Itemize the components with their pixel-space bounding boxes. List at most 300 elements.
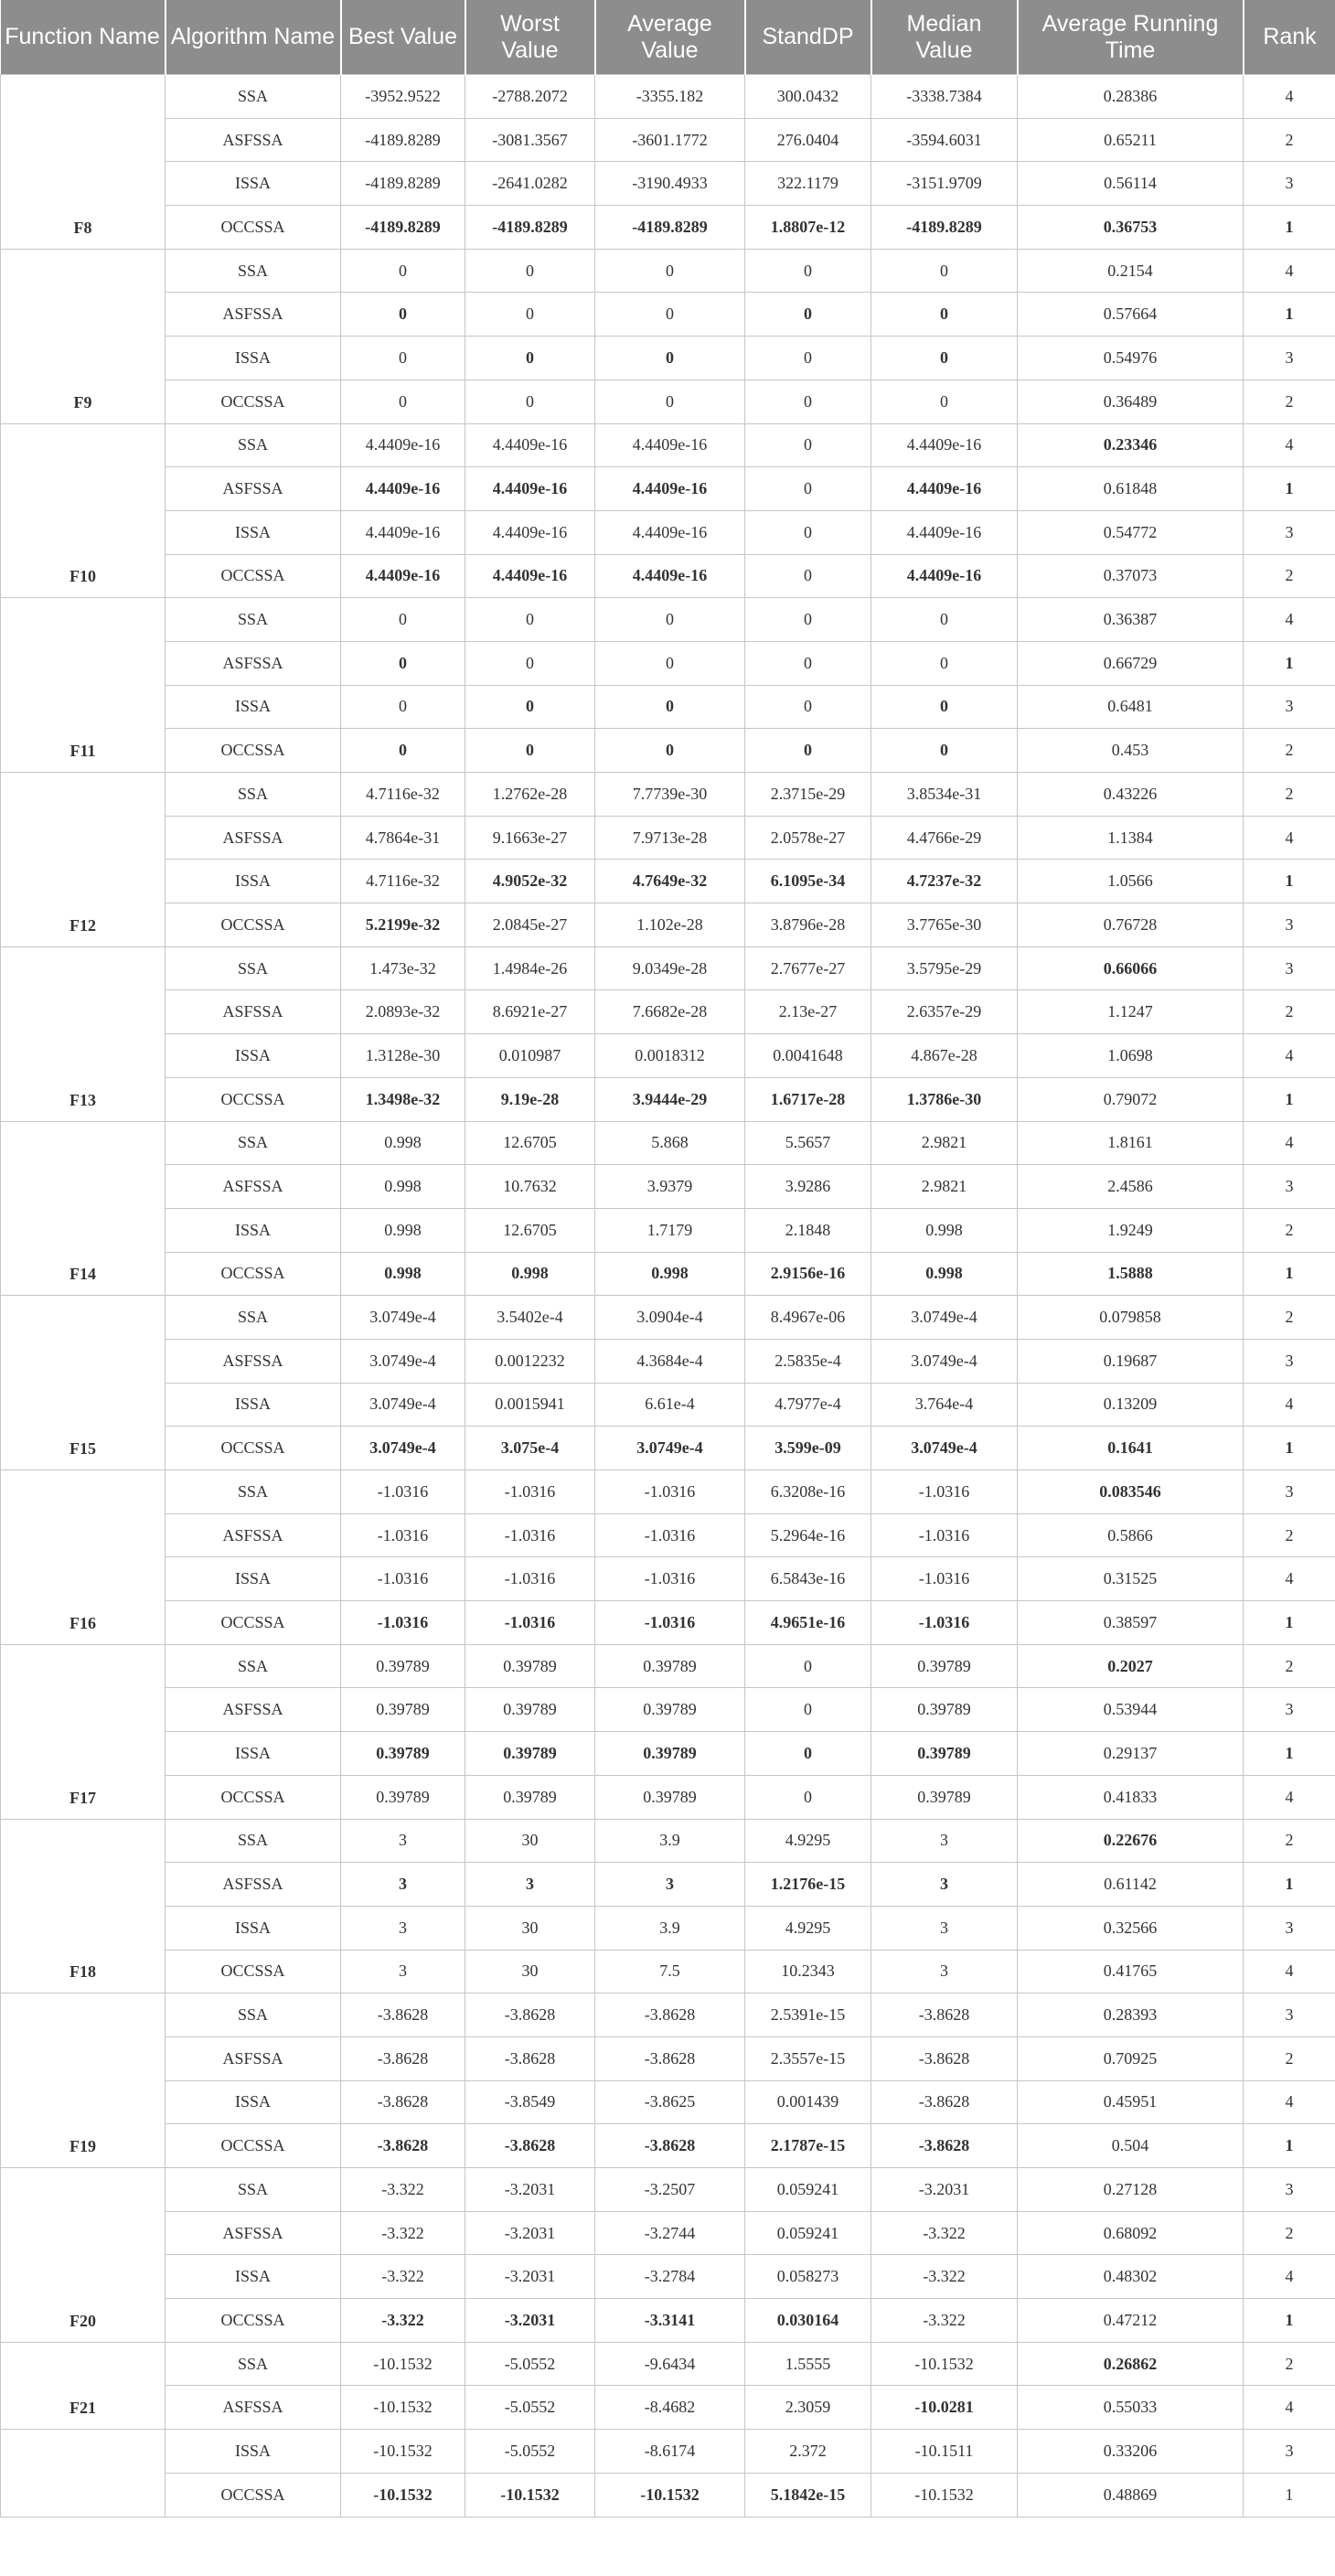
median-value-cell: 3	[871, 1950, 1018, 1993]
worst-value-cell: 1.4984e-26	[465, 946, 595, 990]
standdp-cell: 0	[745, 1644, 871, 1688]
best-value-cell: -3.8628	[341, 1993, 465, 2037]
rank-cell: 3	[1244, 1993, 1335, 2037]
standdp-cell: 2.3715e-29	[745, 773, 871, 817]
rank-cell: 1	[1244, 206, 1335, 250]
algorithm-name-cell: ISSA	[166, 337, 341, 380]
function-name-cell: F18	[1, 1819, 166, 1993]
worst-value-cell: 3	[465, 1863, 595, 1907]
table-row	[1, 162, 1335, 206]
median-value-cell: 0	[871, 337, 1018, 380]
worst-value-cell: -3.8628	[465, 2036, 595, 2080]
algorithm-name-cell: ASFSSA	[166, 1688, 341, 1732]
standdp-cell: 0.058273	[745, 2255, 871, 2299]
algorithm-name-cell: SSA	[166, 1296, 341, 1340]
algorithm-name-cell: ASFSSA	[166, 2211, 341, 2255]
median-value-cell: -3.2031	[871, 2168, 1018, 2212]
best-value-cell: 0.998	[341, 1121, 465, 1165]
best-value-cell: -1.0316	[341, 1557, 465, 1601]
median-value-cell: 3.8534e-31	[871, 773, 1018, 817]
median-value-cell: 4.4409e-16	[871, 554, 1018, 598]
average-value-cell: -3355.182	[595, 75, 745, 119]
worst-value-cell: -5.0552	[465, 2430, 595, 2474]
algorithm-name-cell: SSA	[166, 773, 341, 817]
rank-cell: 4	[1244, 1383, 1335, 1427]
standdp-cell: 2.3059	[745, 2386, 871, 2430]
best-value-cell: 0.998	[341, 1208, 465, 1252]
rank-cell: 2	[1244, 554, 1335, 598]
best-value-cell: 4.4409e-16	[341, 423, 465, 467]
average-running-time-cell: 0.27128	[1018, 2168, 1244, 2212]
average-value-cell: 4.4409e-16	[595, 423, 745, 467]
algorithm-name-cell: ISSA	[166, 2080, 341, 2124]
best-value-cell: -10.1532	[341, 2342, 465, 2386]
average-running-time-cell: 0.57664	[1018, 293, 1244, 337]
table-row	[1, 641, 1335, 685]
rank-cell: 4	[1244, 423, 1335, 467]
standdp-cell: 300.0432	[745, 75, 871, 119]
worst-value-cell: 0.0012232	[465, 1339, 595, 1383]
algorithm-name-cell: OCCSSA	[166, 1427, 341, 1470]
average-running-time-cell: 1.1384	[1018, 816, 1244, 860]
rank-cell: 2	[1244, 2342, 1335, 2386]
worst-value-cell: 10.7632	[465, 1165, 595, 1209]
average-running-time-cell: 1.9249	[1018, 1208, 1244, 1252]
rank-cell: 3	[1244, 1688, 1335, 1732]
worst-value-cell: 12.6705	[465, 1208, 595, 1252]
table-row	[1, 946, 1335, 990]
average-value-cell: -3190.4933	[595, 162, 745, 206]
average-value-cell: 3.9379	[595, 1165, 745, 1209]
median-value-cell: 4.4409e-16	[871, 510, 1018, 554]
average-running-time-cell: 0.28393	[1018, 1993, 1244, 2037]
median-value-cell: 0.39789	[871, 1732, 1018, 1776]
table-row	[1, 1644, 1335, 1688]
table-row	[1, 118, 1335, 162]
table-row	[1, 1993, 1335, 2037]
standdp-cell: 1.5555	[745, 2342, 871, 2386]
worst-value-cell: 0	[465, 249, 595, 293]
best-value-cell: 0	[341, 337, 465, 380]
best-value-cell: -3.8628	[341, 2080, 465, 2124]
table-row	[1, 598, 1335, 642]
worst-value-cell: -4189.8289	[465, 206, 595, 250]
algorithm-name-cell: ASFSSA	[166, 1863, 341, 1907]
average-running-time-cell: 0.5866	[1018, 1513, 1244, 1557]
best-value-cell: 0	[341, 729, 465, 773]
average-running-time-cell: 0.70925	[1018, 2036, 1244, 2080]
median-value-cell: -3594.6031	[871, 118, 1018, 162]
average-value-cell: -8.6174	[595, 2430, 745, 2474]
standdp-cell: 2.1787e-15	[745, 2124, 871, 2168]
header-worst-value: Worst Value	[465, 0, 595, 75]
best-value-cell: 4.7864e-31	[341, 816, 465, 860]
average-running-time-cell: 0.29137	[1018, 1732, 1244, 1776]
table-row	[1, 729, 1335, 773]
table-row	[1, 379, 1335, 423]
algorithm-name-cell: ASFSSA	[166, 1513, 341, 1557]
standdp-cell: 0	[745, 423, 871, 467]
worst-value-cell: 0.39789	[465, 1732, 595, 1776]
algorithm-name-cell: SSA	[166, 423, 341, 467]
best-value-cell: 4.4409e-16	[341, 467, 465, 511]
average-value-cell: -3.8628	[595, 1993, 745, 2037]
rank-cell: 1	[1244, 467, 1335, 511]
best-value-cell: -3.322	[341, 2168, 465, 2212]
best-value-cell: 3	[341, 1906, 465, 1950]
worst-value-cell: -3.2031	[465, 2255, 595, 2299]
table-row	[1, 2299, 1335, 2343]
standdp-cell: 4.9651e-16	[745, 1601, 871, 1645]
best-value-cell: 3.0749e-4	[341, 1427, 465, 1470]
worst-value-cell: -1.0316	[465, 1557, 595, 1601]
average-value-cell: 3.9	[595, 1819, 745, 1863]
median-value-cell: 0	[871, 379, 1018, 423]
average-running-time-cell: 2.4586	[1018, 1165, 1244, 1209]
median-value-cell: -3151.9709	[871, 162, 1018, 206]
standdp-cell: 2.9156e-16	[745, 1252, 871, 1296]
table-row	[1, 75, 1335, 119]
table-row	[1, 467, 1335, 511]
worst-value-cell: 0	[465, 729, 595, 773]
algorithm-name-cell: ISSA	[166, 1732, 341, 1776]
worst-value-cell: -3.8628	[465, 2124, 595, 2168]
standdp-cell: 0	[745, 467, 871, 511]
average-value-cell: -4189.8289	[595, 206, 745, 250]
average-running-time-cell: 1.1247	[1018, 990, 1244, 1034]
average-running-time-cell: 0.56114	[1018, 162, 1244, 206]
table-row	[1, 206, 1335, 250]
rank-cell: 1	[1244, 1252, 1335, 1296]
rank-cell: 1	[1244, 1601, 1335, 1645]
algorithm-name-cell: ASFSSA	[166, 293, 341, 337]
best-value-cell: 0.39789	[341, 1644, 465, 1688]
standdp-cell: 0	[745, 598, 871, 642]
worst-value-cell: -3.2031	[465, 2211, 595, 2255]
average-value-cell: -9.6434	[595, 2342, 745, 2386]
worst-value-cell: -1.0316	[465, 1601, 595, 1645]
median-value-cell: -3.8628	[871, 2124, 1018, 2168]
average-value-cell: 0.0018312	[595, 1034, 745, 1078]
table-row	[1, 2255, 1335, 2299]
algorithm-name-cell: SSA	[166, 598, 341, 642]
average-running-time-cell: 0.47212	[1018, 2299, 1244, 2343]
algorithm-name-cell: OCCSSA	[166, 206, 341, 250]
rank-cell: 3	[1244, 337, 1335, 380]
rank-cell: 4	[1244, 2080, 1335, 2124]
algorithm-name-cell: SSA	[166, 2342, 341, 2386]
rank-cell: 2	[1244, 1819, 1335, 1863]
function-name-cell: F14	[1, 1121, 166, 1296]
standdp-cell: 0	[745, 1688, 871, 1732]
best-value-cell: 0.998	[341, 1165, 465, 1209]
average-value-cell: 3.0749e-4	[595, 1427, 745, 1470]
table-row	[1, 773, 1335, 817]
best-value-cell: 0	[341, 598, 465, 642]
average-value-cell: 4.7649e-32	[595, 860, 745, 903]
rank-cell: 2	[1244, 2211, 1335, 2255]
average-value-cell: 4.4409e-16	[595, 554, 745, 598]
average-value-cell: 3.9444e-29	[595, 1077, 745, 1121]
median-value-cell: 4.7237e-32	[871, 860, 1018, 903]
average-value-cell: 0.39789	[595, 1688, 745, 1732]
average-value-cell: 0.39789	[595, 1775, 745, 1819]
worst-value-cell: 0	[465, 685, 595, 729]
worst-value-cell: 9.1663e-27	[465, 816, 595, 860]
best-value-cell: 4.7116e-32	[341, 773, 465, 817]
worst-value-cell: 8.6921e-27	[465, 990, 595, 1034]
worst-value-cell: 1.2762e-28	[465, 773, 595, 817]
rank-cell: 4	[1244, 75, 1335, 119]
standdp-cell: 1.6717e-28	[745, 1077, 871, 1121]
worst-value-cell: 0.010987	[465, 1034, 595, 1078]
average-value-cell: 6.61e-4	[595, 1383, 745, 1427]
median-value-cell: -10.0281	[871, 2386, 1018, 2430]
table-row	[1, 2473, 1335, 2517]
table-row	[1, 1034, 1335, 1078]
average-value-cell: 7.9713e-28	[595, 816, 745, 860]
worst-value-cell: 0	[465, 293, 595, 337]
table-row	[1, 2386, 1335, 2430]
best-value-cell: -4189.8289	[341, 118, 465, 162]
rank-cell: 2	[1244, 118, 1335, 162]
standdp-cell: 0	[745, 641, 871, 685]
median-value-cell: 3.5795e-29	[871, 946, 1018, 990]
worst-value-cell: 0.998	[465, 1252, 595, 1296]
rank-cell: 2	[1244, 1513, 1335, 1557]
table-row	[1, 1819, 1335, 1863]
table-row	[1, 1557, 1335, 1601]
standdp-cell: 10.2343	[745, 1950, 871, 1993]
worst-value-cell: -3.8628	[465, 1993, 595, 2037]
algorithm-name-cell: OCCSSA	[166, 729, 341, 773]
median-value-cell: 0.39789	[871, 1775, 1018, 1819]
standdp-cell: 0	[745, 554, 871, 598]
function-name-cell	[1, 2430, 166, 2517]
table-row	[1, 1688, 1335, 1732]
table-row	[1, 2124, 1335, 2168]
average-running-time-cell: 1.8161	[1018, 1121, 1244, 1165]
median-value-cell: 3	[871, 1819, 1018, 1863]
algorithm-name-cell: ASFSSA	[166, 816, 341, 860]
standdp-cell: 0.030164	[745, 2299, 871, 2343]
table-row	[1, 1165, 1335, 1209]
best-value-cell: 4.4409e-16	[341, 510, 465, 554]
algorithm-name-cell: ASFSSA	[166, 2036, 341, 2080]
worst-value-cell: 30	[465, 1906, 595, 1950]
worst-value-cell: -5.0552	[465, 2342, 595, 2386]
worst-value-cell: -3.2031	[465, 2168, 595, 2212]
worst-value-cell: 0.39789	[465, 1688, 595, 1732]
average-running-time-cell: 0.2154	[1018, 249, 1244, 293]
rank-cell: 3	[1244, 2168, 1335, 2212]
best-value-cell: -10.1532	[341, 2473, 465, 2517]
function-name-cell: F15	[1, 1296, 166, 1470]
average-value-cell: 9.0349e-28	[595, 946, 745, 990]
algorithm-name-cell: OCCSSA	[166, 1950, 341, 1993]
best-value-cell: -3.322	[341, 2255, 465, 2299]
best-value-cell: 5.2199e-32	[341, 903, 465, 947]
median-value-cell: 3.0749e-4	[871, 1427, 1018, 1470]
table-row	[1, 685, 1335, 729]
standdp-cell: 6.1095e-34	[745, 860, 871, 903]
worst-value-cell: -3.8549	[465, 2080, 595, 2124]
average-value-cell: 0	[595, 379, 745, 423]
table-row	[1, 337, 1335, 380]
worst-value-cell: -3.2031	[465, 2299, 595, 2343]
best-value-cell: -3.322	[341, 2211, 465, 2255]
best-value-cell: -3.8628	[341, 2124, 465, 2168]
worst-value-cell: 0	[465, 598, 595, 642]
rank-cell: 3	[1244, 1339, 1335, 1383]
best-value-cell: 3	[341, 1819, 465, 1863]
average-running-time-cell: 0.38597	[1018, 1601, 1244, 1645]
best-value-cell: -1.0316	[341, 1513, 465, 1557]
average-value-cell: 0.39789	[595, 1732, 745, 1776]
average-value-cell: 0	[595, 293, 745, 337]
table-row	[1, 2430, 1335, 2474]
standdp-cell: 0	[745, 1775, 871, 1819]
worst-value-cell: -10.1532	[465, 2473, 595, 2517]
rank-cell: 1	[1244, 860, 1335, 903]
average-value-cell: -3.2744	[595, 2211, 745, 2255]
average-running-time-cell: 0.76728	[1018, 903, 1244, 947]
table-row	[1, 1252, 1335, 1296]
median-value-cell: -10.1532	[871, 2342, 1018, 2386]
algorithm-name-cell: ISSA	[166, 1034, 341, 1078]
rank-cell: 3	[1244, 162, 1335, 206]
median-value-cell: -4189.8289	[871, 206, 1018, 250]
worst-value-cell: -1.0316	[465, 1513, 595, 1557]
median-value-cell: 1.3786e-30	[871, 1077, 1018, 1121]
standdp-cell: 0.001439	[745, 2080, 871, 2124]
average-running-time-cell: 0.28386	[1018, 75, 1244, 119]
average-running-time-cell: 0.45951	[1018, 2080, 1244, 2124]
rank-cell: 4	[1244, 1775, 1335, 1819]
median-value-cell: 3.7765e-30	[871, 903, 1018, 947]
algorithm-name-cell: ASFSSA	[166, 118, 341, 162]
algorithm-name-cell: SSA	[166, 1644, 341, 1688]
average-value-cell: -1.0316	[595, 1513, 745, 1557]
standdp-cell: 2.0578e-27	[745, 816, 871, 860]
algorithm-name-cell: SSA	[166, 2168, 341, 2212]
average-value-cell: 7.5	[595, 1950, 745, 1993]
rank-cell: 2	[1244, 729, 1335, 773]
median-value-cell: 3.0749e-4	[871, 1339, 1018, 1383]
average-running-time-cell: 0.36753	[1018, 206, 1244, 250]
standdp-cell: 8.4967e-06	[745, 1296, 871, 1340]
median-value-cell: -3.322	[871, 2255, 1018, 2299]
standdp-cell: 0	[745, 685, 871, 729]
average-value-cell: 5.868	[595, 1121, 745, 1165]
standdp-cell: 2.1848	[745, 1208, 871, 1252]
average-running-time-cell: 0.504	[1018, 2124, 1244, 2168]
median-value-cell: 4.867e-28	[871, 1034, 1018, 1078]
worst-value-cell: 2.0845e-27	[465, 903, 595, 947]
algorithm-name-cell: ASFSSA	[166, 1339, 341, 1383]
algorithm-name-cell: OCCSSA	[166, 1252, 341, 1296]
algorithm-name-cell: SSA	[166, 1121, 341, 1165]
standdp-cell: 0	[745, 1732, 871, 1776]
algorithm-name-cell: ISSA	[166, 685, 341, 729]
median-value-cell: -10.1511	[871, 2430, 1018, 2474]
average-running-time-cell: 0.2027	[1018, 1644, 1244, 1688]
table-row	[1, 1077, 1335, 1121]
best-value-cell: 0	[341, 641, 465, 685]
rank-cell: 1	[1244, 2473, 1335, 2517]
average-value-cell: -1.0316	[595, 1601, 745, 1645]
median-value-cell: -3.8628	[871, 2080, 1018, 2124]
algorithm-name-cell: OCCSSA	[166, 1077, 341, 1121]
best-value-cell: 1.3128e-30	[341, 1034, 465, 1078]
rank-cell: 4	[1244, 249, 1335, 293]
worst-value-cell: 0	[465, 379, 595, 423]
average-running-time-cell: 0.48302	[1018, 2255, 1244, 2299]
function-name-cell: F16	[1, 1470, 166, 1645]
median-value-cell: 0.39789	[871, 1644, 1018, 1688]
table-row	[1, 554, 1335, 598]
average-running-time-cell: 0.33206	[1018, 2430, 1244, 2474]
algorithm-name-cell: OCCSSA	[166, 379, 341, 423]
standdp-cell: 0	[745, 510, 871, 554]
standdp-cell: 5.2964e-16	[745, 1513, 871, 1557]
best-value-cell: 4.7116e-32	[341, 860, 465, 903]
average-running-time-cell: 0.19687	[1018, 1339, 1244, 1383]
average-value-cell: 7.7739e-30	[595, 773, 745, 817]
table-row	[1, 1513, 1335, 1557]
best-value-cell: -1.0316	[341, 1470, 465, 1514]
average-running-time-cell: 0.1641	[1018, 1427, 1244, 1470]
standdp-cell: 1.8807e-12	[745, 206, 871, 250]
average-running-time-cell: 0.48869	[1018, 2473, 1244, 2517]
rank-cell: 2	[1244, 1296, 1335, 1340]
average-running-time-cell: 1.0698	[1018, 1034, 1244, 1078]
worst-value-cell: 0.0015941	[465, 1383, 595, 1427]
algorithm-name-cell: SSA	[166, 946, 341, 990]
rank-cell: 4	[1244, 1034, 1335, 1078]
rank-cell: 1	[1244, 2124, 1335, 2168]
average-value-cell: 0.39789	[595, 1644, 745, 1688]
average-running-time-cell: 0.453	[1018, 729, 1244, 773]
average-value-cell: 1.7179	[595, 1208, 745, 1252]
algorithm-name-cell: ISSA	[166, 510, 341, 554]
function-name-cell: F20	[1, 2168, 166, 2343]
function-name-cell: F19	[1, 1993, 166, 2168]
average-value-cell: 4.3684e-4	[595, 1339, 745, 1383]
average-running-time-cell: 0.083546	[1018, 1470, 1244, 1514]
average-value-cell: -3.8628	[595, 2036, 745, 2080]
rank-cell: 3	[1244, 946, 1335, 990]
rank-cell: 1	[1244, 293, 1335, 337]
table-row	[1, 1296, 1335, 1340]
rank-cell: 4	[1244, 1121, 1335, 1165]
standdp-cell: 0.0041648	[745, 1034, 871, 1078]
median-value-cell: -10.1532	[871, 2473, 1018, 2517]
rank-cell: 1	[1244, 1077, 1335, 1121]
rank-cell: 3	[1244, 2430, 1335, 2474]
standdp-cell: 6.3208e-16	[745, 1470, 871, 1514]
rank-cell: 4	[1244, 1950, 1335, 1993]
median-value-cell: 2.6357e-29	[871, 990, 1018, 1034]
median-value-cell: -3338.7384	[871, 75, 1018, 119]
average-running-time-cell: 0.43226	[1018, 773, 1244, 817]
standdp-cell: 4.9295	[745, 1906, 871, 1950]
algorithm-name-cell: SSA	[166, 1819, 341, 1863]
header-average-running-time: Average Running Time	[1018, 0, 1244, 75]
best-value-cell: -10.1532	[341, 2386, 465, 2430]
average-value-cell: 0	[595, 337, 745, 380]
algorithm-name-cell: ISSA	[166, 1383, 341, 1427]
